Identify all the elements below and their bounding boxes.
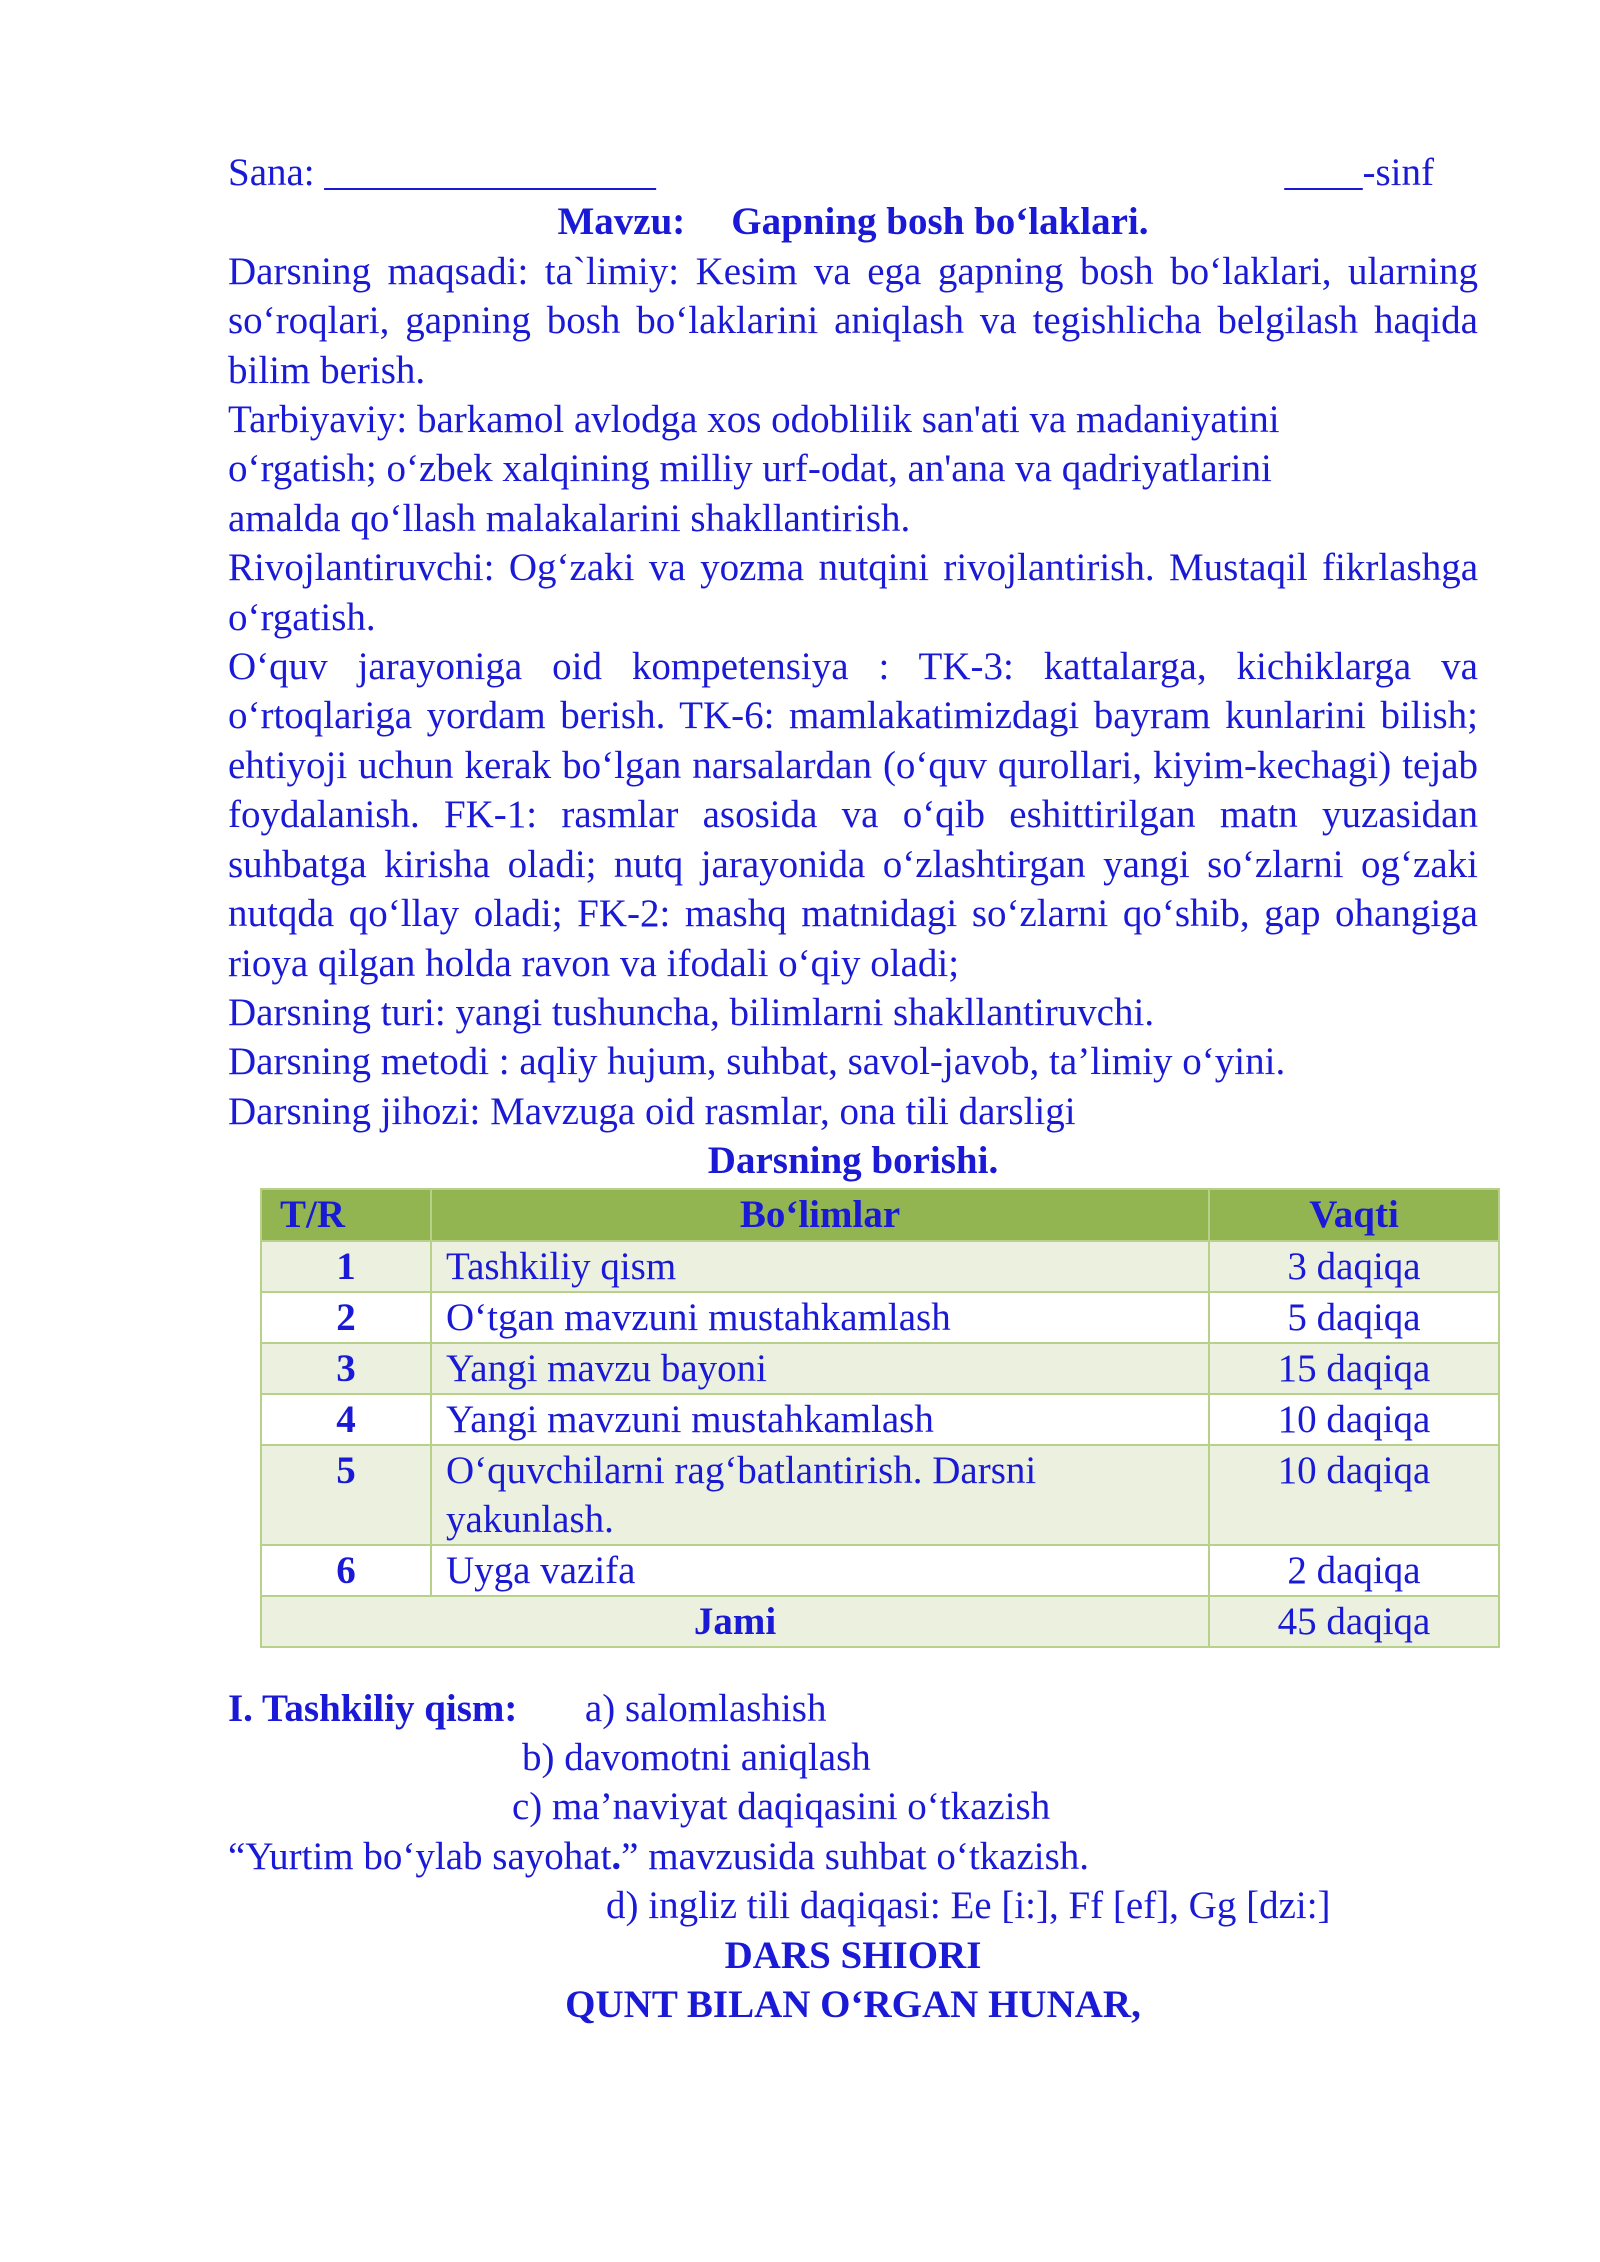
conversation-topic: [228, 1832, 1478, 1881]
goal-tarbiyaviy-line-1: Tarbiyaviy: barkamol avlodga xos odoblilik san'ati va madaniyatini: [228, 398, 1280, 442]
row-section: Tashkiliy qism: [431, 1241, 1209, 1292]
row-number: 5: [261, 1445, 431, 1545]
table-row: [261, 1241, 1499, 1292]
row-number: 4: [261, 1394, 431, 1445]
topic-label: Mavzu:: [557, 200, 686, 244]
row-number: 6: [261, 1545, 431, 1596]
row-number: 2: [261, 1292, 431, 1343]
header-row: [228, 148, 1434, 197]
row-section: Yangi mavzu bayoni: [431, 1343, 1209, 1394]
tashkiliy-label: I. Tashkiliy qism:: [228, 1686, 518, 1730]
table-row: [261, 1394, 1499, 1445]
row-time: 2 daqiqa: [1209, 1545, 1499, 1596]
row-time: 10 daqiqa: [1209, 1394, 1499, 1445]
step-d: d) ingliz tili daqiqasi: Ee [i:], Ff [ef], Gg [dzi:]: [606, 1884, 1331, 1928]
row-section: Yangi mavzuni mustahkamlash: [431, 1394, 1209, 1445]
row-section: O‘quvchilarni rag‘batlantirish. Darsni yakunlash.: [431, 1445, 1209, 1545]
total-label: Jami: [261, 1596, 1209, 1647]
tashkiliy-line-a: [228, 1684, 1478, 1733]
row-time: 15 daqiqa: [1209, 1343, 1499, 1394]
row-time: 10 daqiqa: [1209, 1445, 1499, 1545]
table-row: [261, 1343, 1499, 1394]
table-row: [261, 1292, 1499, 1343]
lesson-equipment: Darsning jihozi: Mavzuga oid rasmlar, ona tili darsligi: [228, 1089, 1076, 1133]
step-a: a) salomlashish: [584, 1686, 827, 1730]
table-row: [261, 1545, 1499, 1596]
total-time: 45 daqiqa: [1209, 1596, 1499, 1647]
quote-end: ” mavzusida suhbat o‘tkazish.: [621, 1834, 1090, 1878]
row-section: O‘tgan mavzuni mustahkamlash: [431, 1292, 1209, 1343]
sana-field: Sana: _________________: [228, 151, 656, 194]
step-b: b) davomotni aniqlash: [522, 1735, 871, 1779]
table-row: [261, 1445, 1499, 1545]
step-c: c) ma’naviyat daqiqasini o‘tkazish: [512, 1785, 1051, 1829]
row-section: Uyga vazifa: [431, 1545, 1209, 1596]
plan-title: Darsning borishi.: [707, 1139, 999, 1183]
goal-kompetensiya: O‘quv jarayoniga oid kompetensiya : TK-3: kattalarga, kichiklarga va o‘rtoqlariga yordam berish. TK-6: mamlakatimizdagi bayram kunlarini bilish; ehtiyoji uchun kerak bo‘lgan narsalardan (o‘quv qurollari, kiyim-kechagi) tejab foydalanish. FK-1: rasmlar asosida va o‘qib eshittirilgan matn yuzasidan suhbatga kirisha oladi; nutq jarayonida o‘zlashtirgan yangi so‘zlarni og‘zaki nutqda qo‘llay oladi; FK-2: mashq matnidagi so‘zlarni qo‘shib, gap ohangiga rioya qilgan holda ravon va ifodali o‘qiy oladi;: [228, 645, 1478, 985]
lesson-topic: [228, 197, 1478, 246]
lesson-type: Darsning turi: yangi tushuncha, bilimlarni shakllantiruvchi.: [228, 990, 1155, 1034]
topic-title: Gapning bosh bo‘laklari.: [731, 200, 1149, 244]
table-total-row: [261, 1596, 1499, 1647]
header-time: Vaqti: [1209, 1189, 1499, 1241]
goal-talimiy: Darsning maqsadi: ta`limiy: Kesim va ega gapning bosh bo‘laklari, ularning so‘roqlari, gapning bosh bo‘laklarini aniqlash va tegishlicha belgilash haqida bilim berish.: [228, 249, 1478, 392]
motto-title: DARS SHIORI: [724, 1933, 982, 1977]
lesson-plan-table: [260, 1188, 1500, 1648]
header-tr: T/R: [261, 1189, 431, 1241]
quote-dot: .: [611, 1834, 622, 1878]
motto-line: QUNT BILAN O‘RGAN HUNAR,: [565, 1982, 1141, 2026]
goal-tarbiyaviy-line-3: amalda qo‘llash malakalarini shakllantirish.: [228, 496, 911, 540]
quote-start: “Yurtim bo‘ylab sayohat: [228, 1834, 612, 1878]
row-number: 3: [261, 1343, 431, 1394]
goal-rivojlantiruvchi: Rivojlantiruvchi: Og‘zaki va yozma nutqini rivojlantirish. Mustaqil fikrlashga o‘rgatish.: [228, 546, 1478, 639]
row-number: 1: [261, 1241, 431, 1292]
header-sections: Bo‘limlar: [431, 1189, 1209, 1241]
sinf-field: ____-sinf: [1284, 151, 1434, 194]
row-time: 5 daqiqa: [1209, 1292, 1499, 1343]
lesson-method: Darsning metodi : aqliy hujum, suhbat, savol-javob, ta’limiy o‘yini.: [228, 1040, 1286, 1084]
goal-tarbiyaviy-line-2: o‘rgatish; o‘zbek xalqining milliy urf-odat, an'ana va qadriyatlarini: [228, 447, 1272, 491]
row-time: 3 daqiqa: [1209, 1241, 1499, 1292]
document-body: [228, 148, 1478, 2029]
table-header-row: [261, 1189, 1499, 1241]
tashkiliy-section: [228, 1684, 1478, 2030]
